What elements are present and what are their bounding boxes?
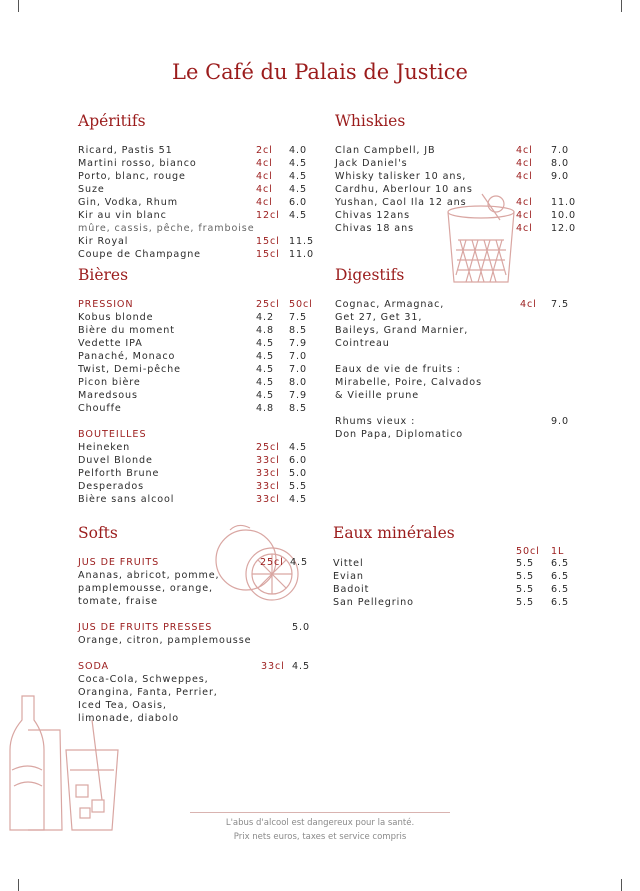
menu-item: Evian 5.5 6.5: [333, 571, 569, 582]
pression-header: PRESSION 25cl 50cl: [78, 299, 313, 310]
menu-item: Jack Daniel's 4cl 8.0: [335, 158, 569, 169]
menu-item: Bière sans alcool 33cl 4.5: [78, 494, 307, 505]
footer-prices-note: Prix nets euros, taxes et service compris: [233, 832, 407, 842]
menu-item: Badoit 5.5 6.5: [333, 584, 569, 595]
menu-item: Chouffe 4.8 8.5: [78, 403, 307, 414]
menu-item: Martini rosso, bianco 4cl 4.5: [78, 158, 307, 169]
section-title-softs: Softs: [78, 524, 118, 542]
menu-item-line: Mirabelle, Poire, Calvados: [335, 377, 482, 388]
jus-header: JUS DE FRUITS 25cl 4.5: [78, 557, 308, 568]
menu-item: Kir Royal 15cl 11.5: [78, 236, 314, 247]
menu-item: Kir au vin blanc 12cl 4.5: [78, 210, 307, 221]
crop-mark: [621, 0, 622, 12]
section-title-digestifs: Digestifs: [335, 266, 405, 284]
menu-item-line: Orange, citron, pamplemousse: [78, 635, 252, 646]
menu-item: Chivas 12ans 4cl 10.0: [335, 210, 576, 221]
soda-header: SODA 33cl 4.5: [78, 661, 310, 672]
menu-item: Coupe de Champagne 15cl 11.0: [78, 249, 314, 260]
menu-item-line: Ananas, abricot, pomme,: [78, 570, 220, 581]
menu-item: Cognac, Armagnac, 4cl 7.5: [335, 299, 569, 310]
menu-item-line: Get 27, Get 31,: [335, 312, 423, 323]
menu-item: Desperados 33cl 5.5: [78, 481, 307, 492]
menu-item: Suze 4cl 4.5: [78, 184, 307, 195]
section-title-aperitifs: Apéritifs: [78, 112, 146, 130]
menu-item: Vittel 5.5 6.5: [333, 558, 569, 569]
menu-item-detail: mûre, cassis, pêche, framboise: [78, 223, 255, 234]
menu-item-line: pamplemousse, orange,: [78, 583, 213, 594]
section-title-eaux: Eaux minérales: [333, 524, 455, 542]
footer-divider: [190, 812, 450, 813]
menu-item-line: Baileys, Grand Marnier,: [335, 325, 469, 336]
menu-item: Rhums vieux : 9.0: [335, 416, 569, 427]
menu-item-line: Don Papa, Diplomatico: [335, 429, 464, 440]
menu-item: Maredsous 4.5 7.9: [78, 390, 307, 401]
menu-item: Porto, blanc, rouge 4cl 4.5: [78, 171, 307, 182]
menu-item: Panaché, Monaco 4.5 7.0: [78, 351, 307, 362]
menu-item-line: Eaux de vie de fruits :: [335, 364, 461, 375]
section-title-whiskies: Whiskies: [335, 112, 406, 130]
menu-item: Ricard, Pastis 51 2cl 4.0: [78, 145, 307, 156]
menu-item-line: & Vieille prune: [335, 390, 419, 401]
menu-item: Kobus blonde 4.2 7.5: [78, 312, 307, 323]
page-title: Le Café du Palais de Justice: [172, 60, 468, 84]
menu-item: Whisky talisker 10 ans, 4cl 9.0: [335, 171, 569, 182]
footer-warning: L'abus d'alcool est dangereux pour la santé.: [225, 818, 415, 828]
menu-item: Duvel Blonde 33cl 6.0: [78, 455, 307, 466]
menu-item-line: limonade, diabolo: [78, 713, 180, 724]
menu-item-line: Cointreau: [335, 338, 390, 349]
section-title-bieres: Bières: [78, 266, 129, 284]
menu-item: San Pellegrino 5.5 6.5: [333, 597, 569, 608]
crop-mark: [621, 879, 622, 891]
menu-item: Cardhu, Aberlour 10 ans: [335, 184, 473, 195]
menu-item: Clan Campbell, JB 4cl 7.0: [335, 145, 569, 156]
menu-item: Twist, Demi-pêche 4.5 7.0: [78, 364, 307, 375]
bouteilles-label: BOUTEILLES: [78, 429, 147, 440]
menu-item: Chivas 18 ans 4cl 12.0: [335, 223, 576, 234]
menu-item-line: tomate, fraise: [78, 596, 158, 607]
menu-item: Yushan, Caol Ila 12 ans 4cl 11.0: [335, 197, 576, 208]
menu-item: Gin, Vodka, Rhum 4cl 6.0: [78, 197, 307, 208]
menu-item: Pelforth Brune 33cl 5.0: [78, 468, 307, 479]
crop-mark: [18, 879, 19, 891]
menu-item: Picon bière 4.5 8.0: [78, 377, 307, 388]
presses-header: JUS DE FRUITS PRESSES 5.0: [78, 622, 310, 633]
menu-item: Bière du moment 4.8 8.5: [78, 325, 307, 336]
menu-item: Vedette IPA 4.5 7.9: [78, 338, 307, 349]
eaux-header: 50cl 1L: [516, 546, 565, 557]
menu-item: Heineken 25cl 4.5: [78, 442, 307, 453]
menu-item-line: Coca-Cola, Schweppes,: [78, 674, 209, 685]
crop-mark: [18, 0, 19, 12]
menu-item-line: Iced Tea, Oasis,: [78, 700, 167, 711]
menu-item-line: Orangina, Fanta, Perrier,: [78, 687, 218, 698]
